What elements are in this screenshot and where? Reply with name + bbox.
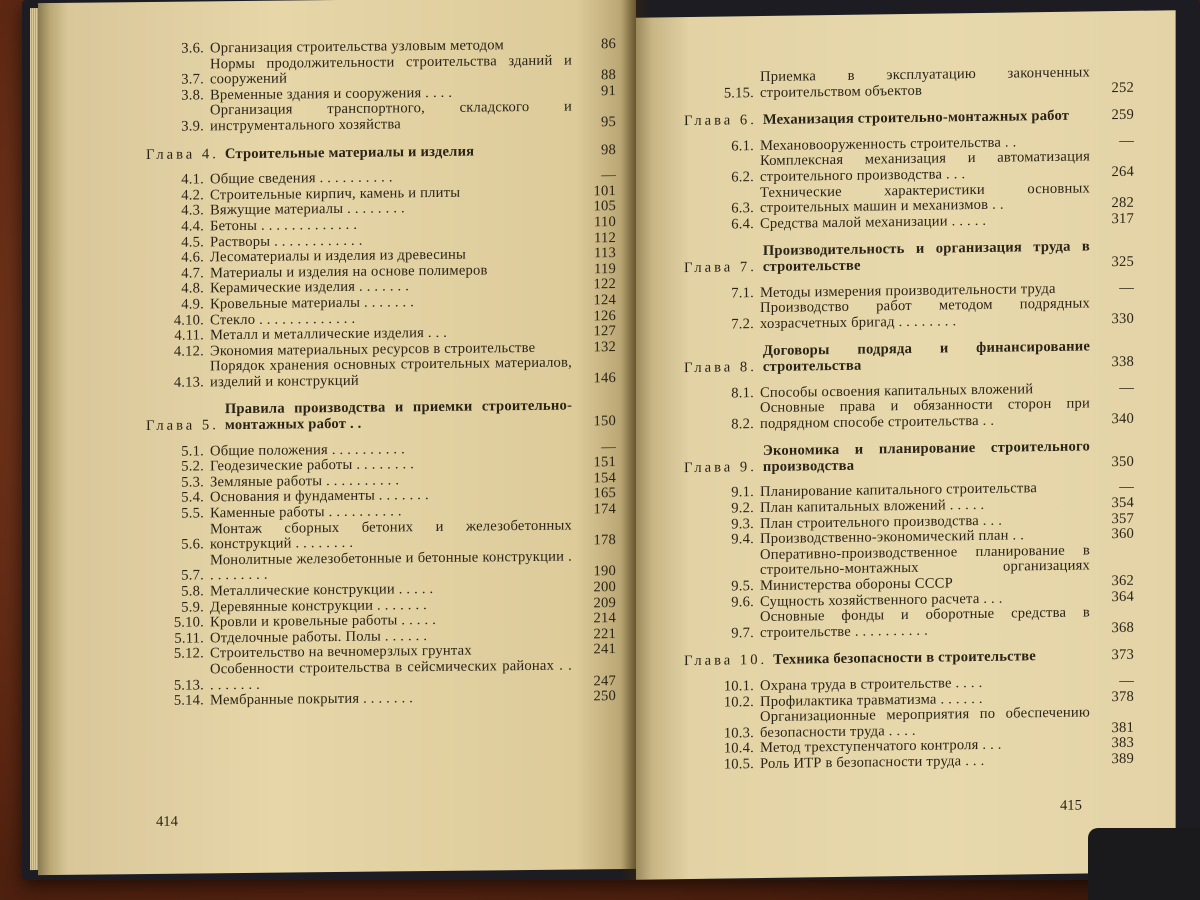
- entry-number: 4.5.: [181, 233, 204, 251]
- entry-number: 8.1.: [731, 384, 754, 401]
- chapter-page: 350: [1111, 453, 1134, 471]
- entry-page: 110: [594, 214, 616, 231]
- entry-title: Стекло . . . . . . . . . . . . .: [210, 310, 356, 328]
- entry-number: 4.1.: [181, 171, 204, 188]
- entry-title: Средства малой механизации . . . . .: [760, 212, 987, 232]
- entry-title: Кровли и кровельные работы . . . . .: [210, 612, 437, 631]
- entry-number: 9.3.: [731, 515, 754, 533]
- entry-number: 6.2.: [731, 169, 754, 186]
- entry-number: 5.14.: [173, 692, 204, 709]
- entry-number: 4.12.: [173, 343, 204, 360]
- entry-title: Металл и металлические изделия . . .: [210, 324, 448, 344]
- entry-page: 86: [601, 36, 616, 53]
- entry-number: 9.2.: [731, 500, 754, 517]
- entry-number: 5.11.: [174, 630, 204, 647]
- entry-page: 247: [593, 672, 616, 689]
- entry-title: Организация транспортного, складского и инструментального хозяйства: [210, 98, 572, 135]
- toc-entry: [684, 65, 1134, 102]
- entry-title: Способы освоения капитальных вложений: [760, 380, 1034, 401]
- entry-title: Монолитные железобетонные и бетонные конструкции . . . . . . . . .: [210, 548, 572, 584]
- entry-number: 4.3.: [181, 202, 204, 219]
- entry-number: 6.4.: [731, 215, 754, 233]
- entry-number: 5.5.: [181, 505, 204, 522]
- entry-number: 10.1.: [723, 678, 754, 695]
- entry-page: 190: [593, 563, 616, 580]
- entry-page: 101: [593, 182, 616, 200]
- entry-number: 4.8.: [181, 280, 204, 297]
- toc-entry: [684, 543, 1134, 596]
- entry-page: 282: [1111, 194, 1134, 212]
- entry-page: 95: [601, 114, 616, 131]
- entry-title: Организация строительства узловым методом: [210, 37, 504, 57]
- chapter-heading: [684, 439, 1134, 476]
- entry-title: Производственно-экономический план . .: [760, 527, 1025, 548]
- entry-page: 209: [593, 594, 616, 611]
- entry-page: —: [1119, 279, 1134, 296]
- chapter-heading: [146, 399, 616, 435]
- entry-title: Геодезические работы . . . . . . . .: [210, 456, 415, 475]
- entry-page: 214: [593, 610, 616, 627]
- entry-page: 362: [1111, 572, 1134, 590]
- entry-page: 113: [594, 245, 616, 262]
- entry-number: 5.2.: [181, 458, 204, 475]
- chapter-heading: [146, 143, 616, 164]
- chapter-heading: [684, 239, 1134, 276]
- entry-number: 6.1.: [731, 137, 754, 155]
- entry-number: 4.6.: [181, 249, 204, 266]
- entry-number: 4.7.: [181, 265, 204, 282]
- entry-number: 5.3.: [181, 474, 204, 491]
- right-toc: [684, 65, 1134, 774]
- entry-number: 5.13.: [173, 676, 204, 694]
- entry-number: 9.5.: [731, 578, 754, 595]
- toc-entry: [146, 689, 616, 710]
- entry-title: Общие сведения . . . . . . . . . .: [210, 169, 393, 188]
- entry-title: Растворы . . . . . . . . . . . .: [210, 232, 363, 250]
- entry-title: Основания и фундаменты . . . . . . .: [210, 487, 429, 506]
- chapter-page: 150: [593, 413, 616, 430]
- entry-page: 364: [1111, 588, 1134, 605]
- entry-title: Кровельные материалы . . . . . . .: [210, 294, 415, 313]
- entry-number: 9.1.: [731, 484, 754, 501]
- entry-title: Отделочные работы. Полы . . . . . .: [210, 627, 428, 647]
- entry-title: Технические характеристики основных строительных машин и механизмов . .: [760, 179, 1090, 217]
- entry-number: 9.7.: [731, 624, 754, 642]
- chapter-heading: [684, 339, 1134, 376]
- chapter-label: Глава 9.: [684, 458, 757, 476]
- entry-number: 5.6.: [181, 536, 204, 553]
- entry-title: Особенности строительства в сейсмических районах . . . . . . . . .: [210, 657, 572, 693]
- entry-title: Вяжущие материалы . . . . . . . .: [210, 200, 405, 219]
- entry-title: Организационные мероприятия по обеспечению безопасности труда . . . .: [760, 704, 1090, 741]
- entry-title: Металлические конструкции . . . . .: [210, 580, 434, 600]
- entry-page: 132: [593, 338, 616, 356]
- entry-number: 4.10.: [173, 311, 204, 329]
- entry-page: 360: [1111, 526, 1134, 543]
- chapter-page: 373: [1111, 647, 1134, 664]
- entry-title: Нормы продолжительности строительства зданий и сооружений: [210, 52, 572, 88]
- entry-title: Монтаж сборных бетоних и железобетонных конструкций . . . . . . . .: [210, 517, 572, 553]
- page-number: 414: [156, 813, 178, 830]
- entry-page: 381: [1111, 719, 1134, 736]
- entry-title: Материалы и изделия на основе полимеров: [210, 262, 488, 282]
- entry-page: 389: [1111, 750, 1134, 768]
- entry-number: 5.7.: [181, 567, 204, 585]
- entry-title: Временные здания и сооружения . . . .: [210, 84, 453, 104]
- entry-number: 5.4.: [181, 489, 204, 507]
- entry-title: Охрана труда в строительстве . . . .: [760, 674, 983, 695]
- entry-page: 119: [594, 260, 616, 278]
- entry-number: 8.2.: [731, 415, 754, 433]
- entry-number: 4.13.: [173, 374, 204, 391]
- chapter-label: Глава 8.: [684, 358, 757, 377]
- toc-entry: [146, 355, 616, 391]
- chapter-page: 338: [1111, 353, 1134, 371]
- entry-title: Комплексная механизация и автоматизация строительного производства . . .: [760, 148, 1090, 186]
- entry-page: 146: [593, 369, 616, 387]
- entry-page: 122: [593, 276, 616, 293]
- chapter-title: Техника безопасности в строительстве: [773, 648, 1036, 669]
- toc-entry: [684, 605, 1134, 642]
- chapter-title: Производительность и организация труда в строительстве: [762, 238, 1090, 275]
- entry-page: 368: [1111, 619, 1134, 636]
- entry-number: 3.7.: [181, 71, 204, 88]
- entry-page: 340: [1111, 410, 1134, 427]
- entry-number: 5.9.: [181, 598, 204, 616]
- entry-page: —: [1119, 479, 1134, 496]
- chapter-heading: [684, 648, 1134, 670]
- toc-entry: [146, 658, 616, 694]
- entry-title: Деревянные конструкции . . . . . . .: [210, 596, 428, 615]
- entry-number: 5.10.: [173, 614, 204, 631]
- entry-page: 250: [593, 688, 616, 705]
- entry-title: Керамические изделия . . . . . . .: [210, 278, 410, 297]
- entry-title: Сущность хозяйственного расчета . . .: [760, 590, 1003, 610]
- entry-page: 264: [1111, 163, 1134, 181]
- entry-page: 221: [593, 625, 616, 643]
- entry-number: 5.8.: [181, 583, 204, 600]
- chapter-page: 98: [601, 141, 616, 158]
- entry-title: Строительство на вечномерзлых грунтах: [210, 642, 472, 662]
- entry-number: 5.1.: [181, 443, 204, 460]
- entry-page: 127: [593, 323, 616, 340]
- entry-page: 317: [1111, 210, 1134, 227]
- entry-page: 105: [593, 198, 616, 215]
- chapter-label: Глава 4.: [146, 145, 219, 163]
- entry-page: 200: [593, 579, 616, 596]
- entry-number: 10.4.: [723, 740, 754, 757]
- entry-page: 174: [593, 501, 616, 518]
- chapter-label: Глава 7.: [684, 259, 757, 277]
- entry-number: 7.1.: [731, 284, 754, 301]
- entry-page: —: [1119, 379, 1134, 396]
- entry-title: Планирование капитального строительства: [760, 480, 1038, 501]
- entry-number: 5.12.: [173, 645, 204, 663]
- entry-title: Бетоны . . . . . . . . . . . . .: [210, 216, 358, 235]
- toc-entry: [146, 99, 616, 135]
- entry-title: Экономия материальных ресурсов в строительстве: [210, 339, 536, 360]
- entry-title: Роль ИТР в безопасности труда . . .: [760, 752, 985, 773]
- entry-number: 4.11.: [174, 327, 204, 344]
- entry-number: 4.9.: [181, 296, 204, 313]
- entry-title: План строительного производства . . .: [760, 512, 1003, 532]
- entry-page: 165: [593, 485, 616, 502]
- entry-number: 5.15.: [723, 84, 754, 102]
- entry-title: Лесоматериалы и изделия из древесины: [210, 246, 466, 266]
- entry-number: 9.6.: [731, 593, 754, 611]
- entry-page: 91: [601, 82, 616, 100]
- entry-page: 126: [593, 307, 616, 324]
- entry-page: 112: [594, 229, 616, 246]
- entry-page: 154: [593, 469, 616, 487]
- chapter-label: Глава 6.: [684, 112, 757, 130]
- entry-page: 88: [601, 67, 616, 84]
- chapter-label: Глава 10.: [684, 652, 768, 670]
- entry-number: 3.8.: [181, 87, 204, 104]
- chapter-title: Механизация строительно-монтажных работ: [762, 107, 1070, 129]
- chapter-page: 259: [1111, 107, 1134, 124]
- entry-page: 378: [1111, 688, 1134, 705]
- entry-page: —: [601, 438, 616, 455]
- toc-entry: [684, 396, 1134, 433]
- entry-page: —: [1119, 132, 1134, 149]
- entry-title: Оперативно-производственное планирование в строительно-монтажных организациях Министерства обороны СССР: [760, 542, 1090, 595]
- entry-title: Порядок хранения основных строительных материалов, изделий и конструкций: [210, 354, 572, 391]
- entry-page: 383: [1111, 735, 1134, 752]
- entry-page: 151: [593, 454, 616, 471]
- entry-page: 124: [593, 291, 616, 309]
- entry-number: 4.2.: [181, 187, 204, 204]
- entry-title: Метод трехступенчатого контроля . . .: [760, 737, 1002, 757]
- entry-page: 357: [1111, 510, 1134, 527]
- entry-title: Механовооруженность строительства . .: [760, 134, 1017, 154]
- entry-title: Основные фонды и оборотные средства в строительстве . . . . . . . . . .: [760, 604, 1090, 641]
- entry-page: 178: [593, 532, 616, 549]
- chapter-heading: [684, 108, 1134, 130]
- chapter-title: Правила производства и приемки строительно-монтажных работ . .: [224, 398, 572, 434]
- chapter-page: 325: [1111, 253, 1134, 271]
- bookmark-object: [1088, 828, 1200, 900]
- toc-entry: [146, 53, 616, 89]
- entry-number: 4.4.: [181, 218, 204, 235]
- entry-page: 354: [1111, 494, 1134, 512]
- entry-page: 252: [1111, 79, 1134, 96]
- entry-title: Земляные работы . . . . . . . . . .: [210, 472, 400, 491]
- chapter-title: Договоры подряда и финансирование строительства: [762, 338, 1090, 375]
- entry-title: Производство работ методом подрядных хозрасчетных бригад . . . . . . . .: [760, 295, 1090, 332]
- entry-number: 3.9.: [181, 118, 204, 135]
- entry-number: 3.6.: [181, 40, 204, 57]
- toc-entry: [684, 296, 1134, 333]
- chapter-title: Экономика и планирование строительного производства: [762, 438, 1090, 475]
- entry-title: Общие положения . . . . . . . . . .: [210, 440, 405, 459]
- entry-title: Приемка в эксплуатацию законченных строительством объектов: [760, 64, 1090, 101]
- entry-number: 10.3.: [723, 724, 754, 742]
- entry-title: Основные права и обязанности сторон при подрядном способе строительства . .: [760, 395, 1090, 432]
- entry-page: 241: [593, 641, 616, 658]
- entry-number: 9.4.: [731, 531, 754, 548]
- right-page: [636, 10, 1176, 880]
- entry-page: 330: [1111, 310, 1134, 327]
- entry-title: План капитальных вложений . . . . .: [760, 496, 985, 517]
- entry-title: Строительные кирпич, камень и плиты: [210, 184, 461, 204]
- entry-number: 10.5.: [723, 756, 754, 773]
- entry-title: Методы измерения производительности труда: [760, 280, 1056, 301]
- chapter-title: Строительные материалы и изделия: [224, 143, 475, 162]
- toc-entry: [146, 549, 616, 585]
- entry-page: —: [1119, 672, 1134, 690]
- entry-number: 7.2.: [731, 315, 754, 333]
- page-number: 415: [1060, 797, 1082, 814]
- entry-page: —: [601, 167, 616, 184]
- entry-title: Профилактика травматизма . . . . . .: [760, 690, 983, 710]
- entry-title: Каменные работы . . . . . . . . . .: [210, 503, 402, 522]
- entry-number: 10.2.: [723, 693, 754, 711]
- left-page: [38, 0, 636, 875]
- chapter-label: Глава 5.: [146, 417, 219, 435]
- left-toc: [146, 37, 616, 710]
- entry-number: 6.3.: [731, 200, 754, 217]
- entry-title: Мембранные покрытия . . . . . . .: [210, 690, 414, 709]
